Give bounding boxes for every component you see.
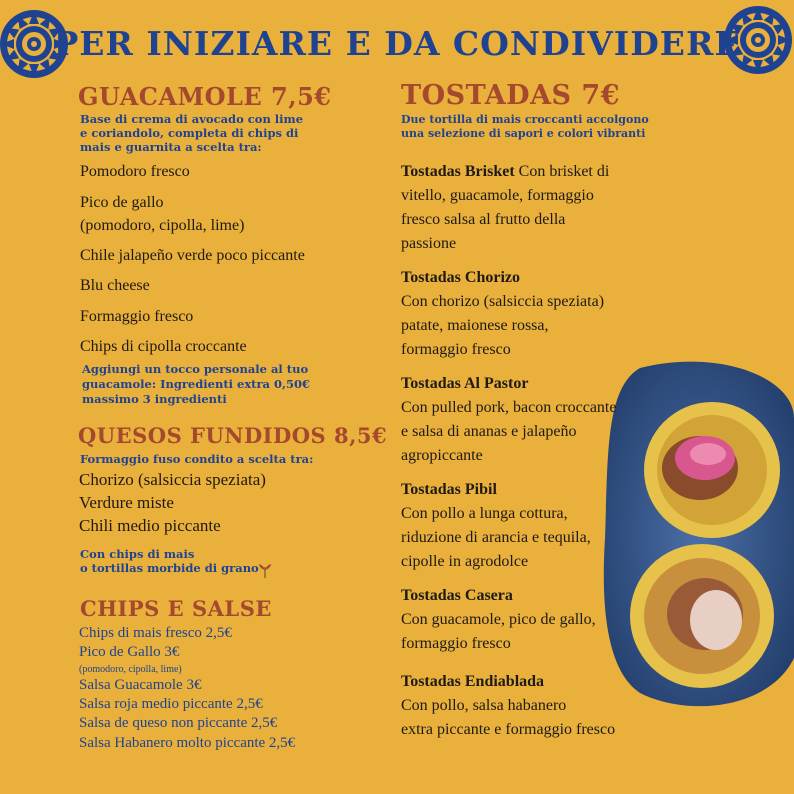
guacamole-description	[80, 112, 303, 154]
tostada-line: formaggio fresco	[401, 341, 511, 358]
guacamole-option: Chips di cipolla croccante	[80, 338, 247, 355]
tostada-line: riduzione di arancia e tequila,	[401, 529, 591, 546]
quesos-heading: QUESOS FUNDIDOS 8,5€	[78, 423, 388, 448]
page-title: PER INIZIARE E DA CONDIVIDERE	[53, 24, 741, 63]
guacamole-extra-line: Aggiungi un tocco personale al tuo	[82, 362, 309, 376]
chips-item: Salsa roja medio piccante 2,5€	[79, 696, 263, 712]
chips-item: Salsa de queso non piccante 2,5€	[79, 715, 278, 731]
tostada-name: Tostadas Endiablada	[401, 673, 545, 690]
guacamole-option: Pico de gallo	[80, 194, 164, 211]
tostada-pibil	[401, 478, 591, 574]
chips-item-note: (pomodoro, cipolla, lime)	[79, 664, 182, 675]
guacamole-heading: GUACAMOLE 7,5€	[78, 82, 332, 111]
wheat-icon	[256, 561, 274, 579]
quesos-note	[80, 547, 259, 575]
tostada-line: extra piccante e formaggio fresco	[401, 721, 616, 738]
tostadas-description	[401, 113, 649, 141]
tostada-brisket	[401, 160, 609, 256]
tostada-line: agropiccante	[401, 447, 483, 464]
tostada-name: Tostadas Chorizo	[401, 269, 520, 286]
tostadas-desc-line: una selezione di sapori e colori vibranti	[401, 127, 646, 140]
tostada-line: Con brisket di	[514, 163, 610, 180]
tostada-line: formaggio fresco	[401, 635, 511, 652]
tostadas-desc-line: Due tortilla di mais croccanti accolgono	[401, 113, 649, 126]
tostada-line: fresco salsa al frutto della	[401, 211, 566, 228]
tostada-line: patate, maionese rossa,	[401, 317, 549, 334]
tostada-name: Tostadas Casera	[401, 587, 513, 604]
guacamole-extra-line: guacamole: Ingredienti extra 0,50€	[82, 377, 311, 391]
tostada-line: Con pollo, salsa habanero	[401, 697, 567, 714]
guacamole-option: Chile jalapeño verde poco piccante	[80, 247, 305, 264]
tostada-name: Tostadas Al Pastor	[401, 375, 529, 392]
tostada-line: Con chorizo (salsiccia speziata)	[401, 293, 605, 310]
guacamole-extra-note	[82, 362, 310, 407]
tostada-name: Tostadas Pibil	[401, 481, 497, 498]
chips-item: Salsa Guacamole 3€	[79, 677, 202, 693]
tostada-al-pastor	[401, 372, 616, 468]
guacamole-option: (pomodoro, cipolla, lime)	[80, 217, 245, 234]
chips-item: Pico de Gallo 3€	[79, 644, 180, 660]
tostada-line: e salsa di ananas e jalapeño	[401, 423, 577, 440]
guacamole-desc-line: mais e guarnita a scelta tra:	[80, 140, 262, 154]
guacamole-option: Blu cheese	[80, 277, 150, 294]
tostada-line: Con guacamole, pico de gallo,	[401, 611, 596, 628]
guacamole-desc-line: e coriandolo, completa di chips di	[80, 126, 299, 140]
chips-heading: CHIPS E SALSE	[80, 596, 272, 621]
guacamole-option: Pomodoro fresco	[80, 163, 190, 180]
guacamole-extra-line: massimo 3 ingredienti	[82, 392, 227, 406]
tostadas-heading: TOSTADAS 7€	[401, 80, 621, 111]
tostada-endiablada	[401, 670, 615, 742]
chips-item: Salsa Habanero molto piccante 2,5€	[79, 735, 296, 751]
quesos-option: Chorizo (salsiccia speziata)	[79, 470, 266, 489]
guacamole-desc-line: Base di crema di avocado con lime	[80, 112, 304, 126]
quesos-note-line: Con chips di mais	[80, 547, 195, 561]
tostada-line: passione	[401, 235, 457, 252]
tostada-line: Con pulled pork, bacon croccante	[401, 399, 617, 416]
quesos-option: Chili medio piccante	[79, 516, 221, 535]
tostada-chorizo	[401, 266, 604, 362]
quesos-description: Formaggio fuso condito a scelta tra:	[80, 452, 314, 466]
quesos-note-line: o tortillas morbide di grano	[80, 561, 259, 575]
guacamole-option: Formaggio fresco	[80, 308, 194, 325]
tostada-casera	[401, 584, 596, 656]
chips-item: Chips di mais fresco 2,5€	[79, 625, 232, 641]
quesos-option: Verdure miste	[79, 493, 174, 512]
tostada-name: Tostadas Brisket	[401, 163, 515, 180]
tostada-line: vitello, guacamole, formaggio	[401, 187, 594, 204]
tostadas-photo	[600, 358, 794, 714]
tostada-line: Con pollo a lunga cottura,	[401, 505, 568, 522]
tostada-line: cipolle in agrodolce	[401, 553, 529, 570]
